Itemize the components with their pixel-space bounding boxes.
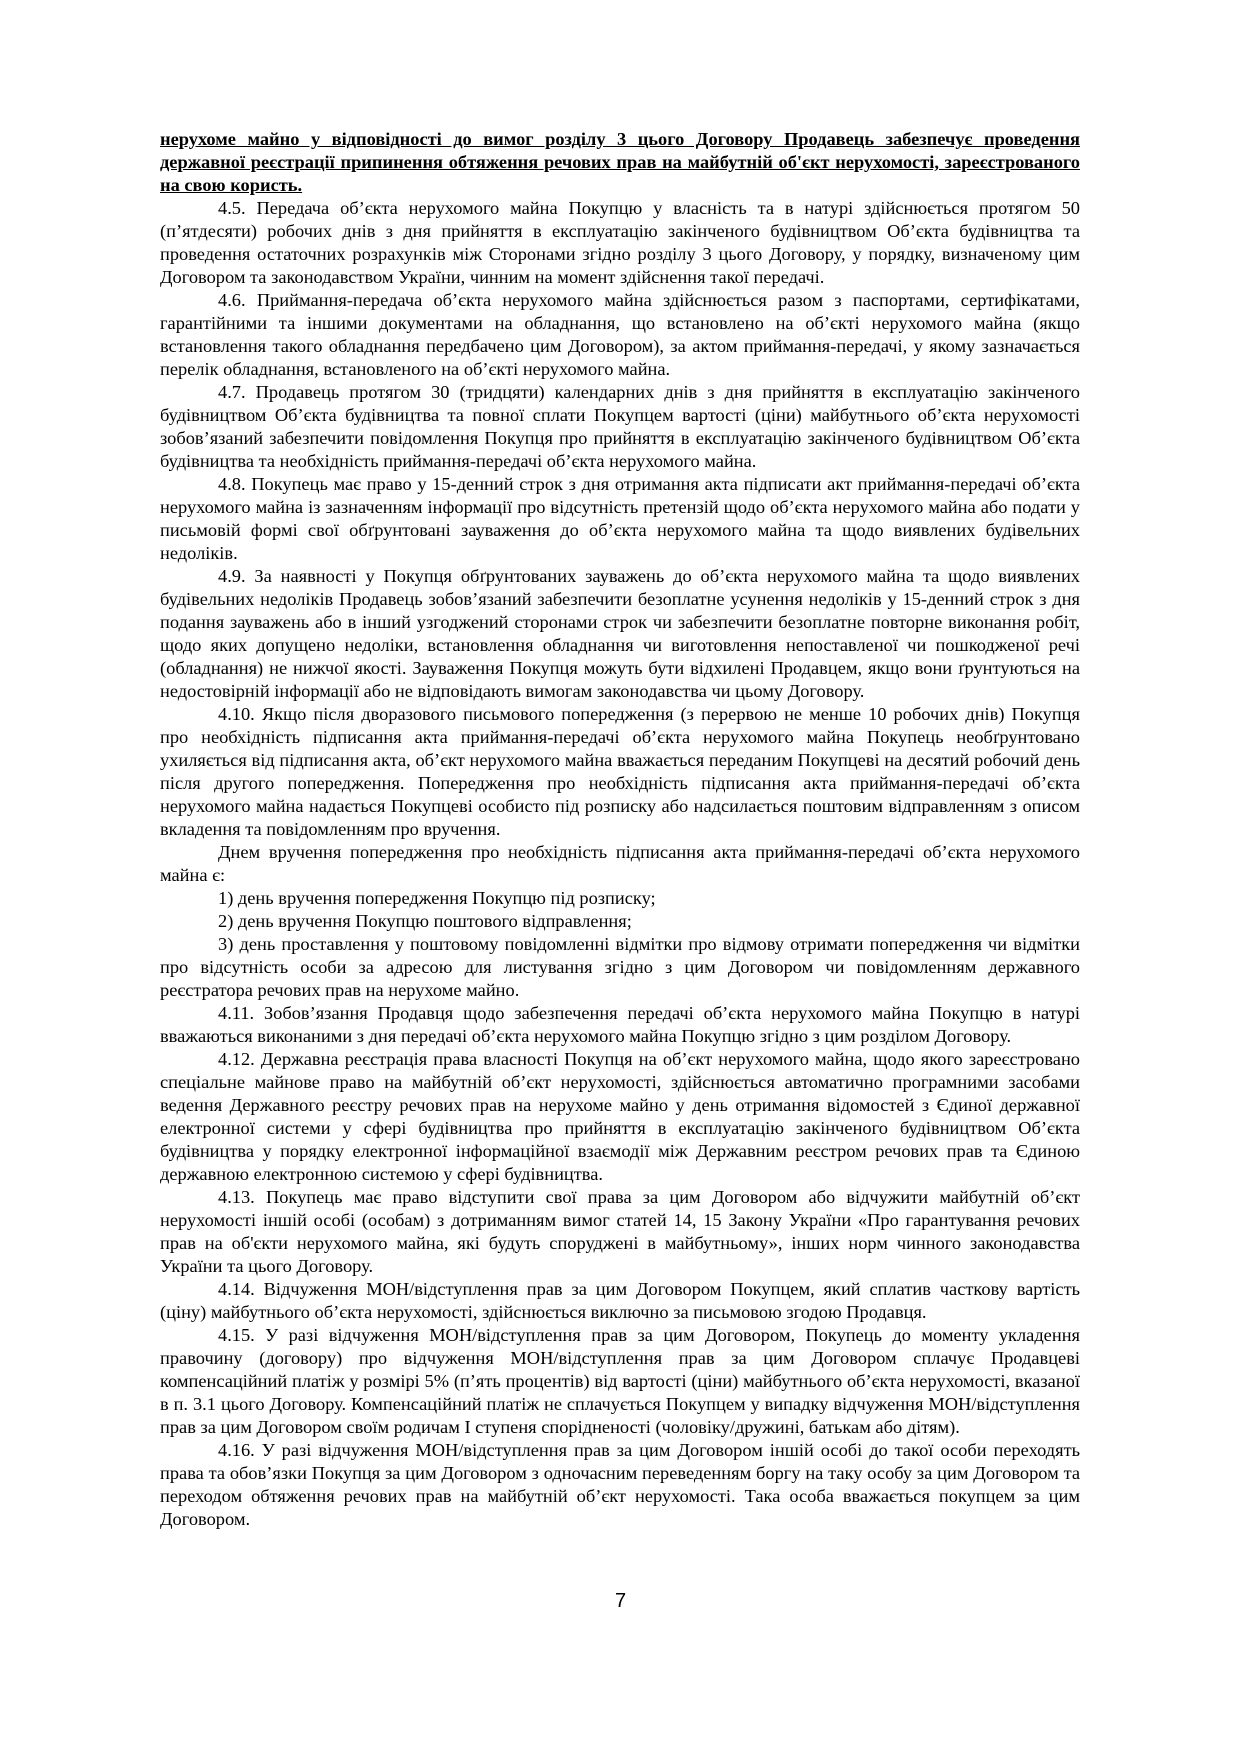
list-item-3: 3) день проставлення у поштовому повідомленні відмітки про відмову отримати попередження чи відмітки про відсутність особи за адресою для листування згідно з цим Договором чи повідомленням державного реєстратора речових прав на нерухоме майно. <box>160 934 1080 1000</box>
page-number: 7 <box>614 1590 627 1612</box>
paragraph-4-5: 4.5. Передача об’єкта нерухомого майна Покупцю у власність та в натурі здійснюється протягом 50 (п’ятдесяти) робочих днів з дня прийняття в експлуатацію закінченого будівництвом Об’єкта будівництва та проведення остаточних розрахунків між Сторонами згідно розділу 3 цього Договору, у порядку, визначеному цим Договором та законодавством України, чинним на момент здійснення такої передачі. <box>160 198 1080 287</box>
paragraph-4-8: 4.8. Покупець має право у 15-денний строк з дня отримання акта підписати акт приймання-передачі об’єкта нерухомого майна із зазначенням інформації про відсутність претензій щодо об’єкта нерухомого майна або подати у письмовій формі свої обґрунтовані зауваження до об’єкта нерухомого майна та щодо виявлених будівельних недоліків. <box>160 474 1080 563</box>
paragraph-4-12: 4.12. Державна реєстрація права власності Покупця на об’єкт нерухомого майна, щодо якого зареєстровано спеціальне майнове право на майбутній об’єкт нерухомості, здійснюється автоматично програмними засобами ведення Державного реєстру речових прав на нерухоме майно у день отримання відомостей з Єдиної державної електронної системи у сфері будівництва про прийняття в експлуатацію закінченого будівництвом Об’єкта будівництва у порядку електронної інформаційної взаємодії між Державним реєстром речових прав та Єдиною державною електронною системою у сфері будівництва. <box>160 1049 1080 1184</box>
paragraph-4-9: 4.9. За наявності у Покупця обґрунтованих зауважень до об’єкта нерухомого майна та щодо виявлених будівельних недоліків Продавець зобов’язаний забезпечити безоплатне усунення недоліків у 15-денний строк з дня подання зауважень або в інший узгоджений сторонами строк чи забезпечити безоплатне повторне виконання робіт, щодо яких допущено недоліки, встановлення обладнання чи виготовлення непоставленої чи пошкодженої речі (обладнання) не нижчої якості. Зауваження Покупця можуть бути відхилені Продавцем, якщо вони ґрунтуються на недостовірній інформації або не відповідають вимогам законодавства чи цьому Договору. <box>160 566 1080 701</box>
list-item-1: 1) день вручення попередження Покупцю під розписку; <box>218 888 656 908</box>
list-item-2: 2) день вручення Покупцю поштового відправлення; <box>218 911 632 931</box>
paragraph-delivery-day: Днем вручення попередження про необхідність підписання акта приймання-передачі об’єкта нерухомого майна є: <box>160 842 1080 885</box>
paragraph-4-6: 4.6. Приймання-передача об’єкта нерухомого майна здійснюється разом з паспортами, сертифікатами, гарантійними та іншими документами на обладнання, що встановлено на об’єкті нерухомого майна (якщо встановлення такого обладнання передбачено цим Договором), за актом приймання-передачі, у якому зазначається перелік обладнання, встановленого на об’єкті нерухомого майна. <box>160 290 1080 379</box>
document-page <box>160 128 1080 1531</box>
paragraph-4-10: 4.10. Якщо після дворазового письмового попередження (з перервою не менше 10 робочих днів) Покупця про необхідність підписання акта приймання-передачі об’єкта нерухомого майна Покупець необґрунтовано ухиляється від підписання акта, об’єкт нерухомого майна вважається переданим Покупцеві на десятий робочий день після другого попередження. Попередження про необхідність підписання акта приймання-передачі об’єкта нерухомого майна надається Покупцеві особисто під розписку або надсилається поштовим відправленням з описом вкладення та повідомленням про вручення. <box>160 704 1080 839</box>
intro-paragraph: нерухоме майно у відповідності до вимог розділу 3 цього Договору Продавець забезпечує проведення державної реєстрації припинення обтяження речових прав на майбутній об'єкт нерухомості, зареєстрованого на свою користь. <box>160 129 1080 195</box>
paragraph-4-11: 4.11. Зобов’язання Продавця щодо забезпечення передачі об’єкта нерухомого майна Покупцю в натурі вважаються виконаними з дня передачі об’єкта нерухомого майна Покупцю згідно з цим розділом Договору. <box>160 1003 1080 1046</box>
paragraph-4-15: 4.15. У разі відчуження МОН/відступлення прав за цим Договором, Покупець до моменту укладення правочину (договору) про відчуження МОН/відступлення прав за цим Договором сплачує Продавцеві компенсаційний платіж у розмірі 5% (п’ять процентів) від вартості (ціни) майбутнього об’єкта нерухомості, вказаної в п. 3.1 цього Договору. Компенсаційний платіж не сплачується Покупцем у випадку відчуження МОН/відступлення прав за цим Договором своїм родичам І ступеня спорідненості (чоловіку/дружині, батькам або дітям). <box>160 1325 1080 1437</box>
paragraph-4-13: 4.13. Покупець має право відступити свої права за цим Договором або відчужити майбутній об’єкт нерухомості іншій особі (особам) з дотриманням вимог статей 14, 15 Закону України «Про гарантування речових прав на об'єкти нерухомого майна, які будуть споруджені в майбутньому», інших норм чинного законодавства України та цього Договору. <box>160 1187 1080 1276</box>
paragraph-4-7: 4.7. Продавець протягом 30 (тридцяти) календарних днів з дня прийняття в експлуатацію закінченого будівництвом Об’єкта будівництва та повної сплати Покупцем вартості (ціни) майбутнього об’єкта нерухомості зобов’язаний забезпечити повідомлення Покупця про прийняття в експлуатацію закінченого будівництвом Об’єкта будівництва та необхідність приймання-передачі об’єкта нерухомого майна. <box>160 382 1080 471</box>
paragraph-4-16: 4.16. У разі відчуження МОН/відступлення прав за цим Договором іншій особі до такої особи переходять права та обов’язки Покупця за цим Договором з одночасним переведенням боргу на таку особу за цим Договором та переходом обтяження речових прав на майбутній об’єкт нерухомості. Така особа вважається покупцем за цим Договором. <box>160 1440 1080 1529</box>
paragraph-4-14: 4.14. Відчуження МОН/відступлення прав за цим Договором Покупцем, який сплатив часткову вартість (ціну) майбутнього об’єкта нерухомості, здійснюється виключно за письмовою згодою Продавця. <box>160 1279 1080 1322</box>
